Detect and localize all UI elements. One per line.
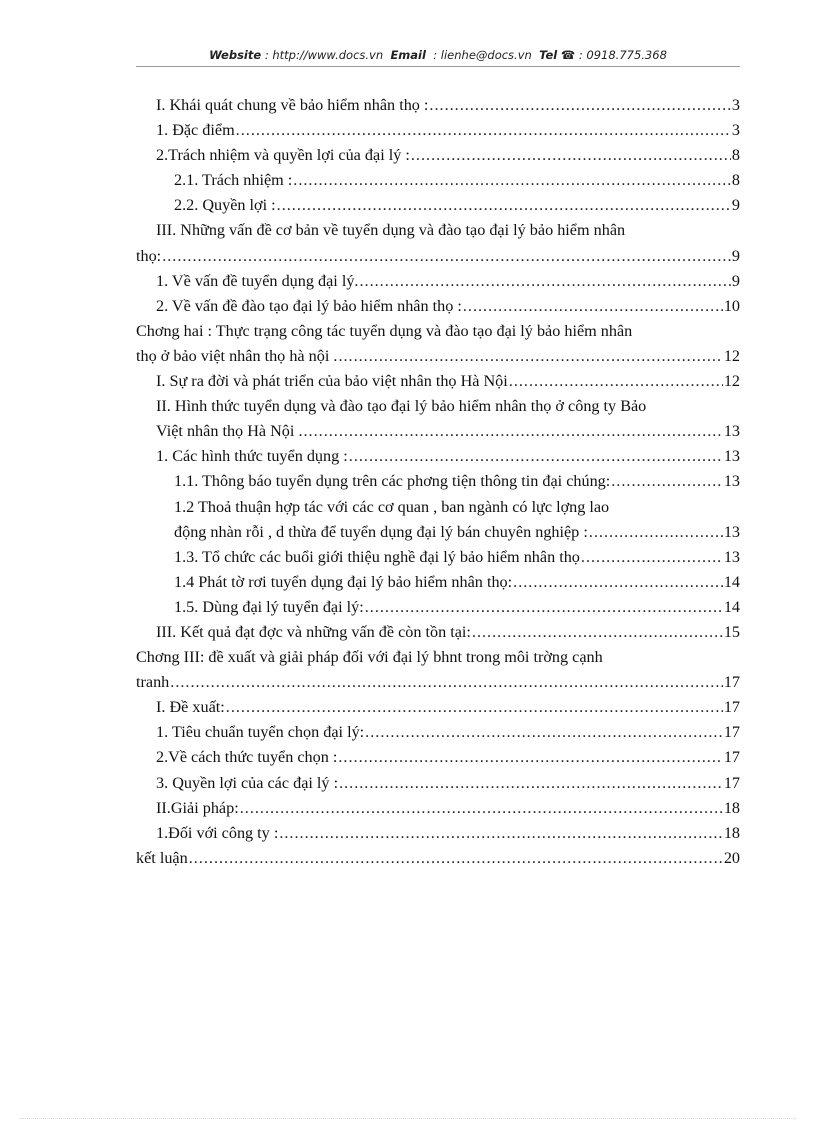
toc-entry-continuation[interactable] — [136, 523, 740, 548]
toc-leader — [411, 146, 731, 165]
toc-leader — [589, 523, 723, 542]
toc-leader — [581, 548, 723, 567]
toc-entry-title: 1.3. Tổ chức các buổi giới thiệu nghề đại lý bảo hiểm nhân thọ — [174, 547, 580, 566]
toc-entry-page: 18 — [723, 798, 740, 817]
toc-entry-title: 1.4 Phát tờ rơi tuyển dụng đại lý bảo hiểm nhân thọ: — [174, 572, 513, 591]
phone-icon: ☎ — [560, 48, 576, 62]
toc-entry[interactable] — [136, 297, 740, 322]
toc-entry-page: 14 — [723, 572, 740, 591]
toc-entry-title: Chơng hai : Thực trạng công tác tuyển dụng và đào tạo đại lý bảo hiểm nhân — [136, 321, 633, 340]
toc-leader — [279, 824, 722, 843]
toc-entry[interactable] — [136, 322, 740, 347]
toc-entry[interactable] — [136, 447, 740, 472]
toc-entry-page: 15 — [723, 622, 740, 641]
toc-entry-page: 9 — [731, 246, 740, 265]
website-label: Website — [209, 48, 262, 62]
email-address[interactable]: : lienhe@docs.vn — [433, 48, 532, 62]
toc-leader — [472, 623, 723, 642]
page-bottom-divider — [20, 1118, 796, 1119]
toc-entry-title: 1. Các hình thức tuyển dụng : — [156, 447, 348, 466]
toc-entry-title: 1. Đặc điểm — [156, 121, 235, 140]
toc-entry-page: 3 — [731, 96, 740, 114]
page-header — [136, 47, 740, 63]
toc-entry-title: thọ ở bảo việt nhân thọ hà nội . — [136, 346, 338, 365]
toc-leader — [226, 698, 723, 717]
toc-entry[interactable] — [136, 573, 740, 598]
toc-entry-page: 12 — [723, 346, 740, 365]
toc-entry[interactable] — [136, 598, 740, 623]
toc-entry-page: 17 — [723, 748, 740, 767]
toc-entry-title: 1. Về vấn đề tuyển dụng đại lý. — [156, 271, 359, 290]
toc-entry-continuation[interactable] — [136, 422, 740, 447]
toc-entry-page: 12 — [723, 372, 740, 391]
toc-entry-page: 20 — [723, 848, 740, 867]
toc-entry-title: Chơng III: đề xuất và giải pháp đối với đại lý bhnt trong môi trờng cạnh — [136, 648, 603, 667]
header-divider — [136, 66, 740, 67]
toc-leader — [338, 748, 722, 767]
toc-entry[interactable] — [136, 698, 740, 723]
toc-entry-title: 2.2. Quyền lợi : — [174, 196, 276, 215]
toc-entry-title: 2.1. Trách nhiệm : — [174, 171, 293, 190]
toc-entry-page: 18 — [723, 823, 740, 842]
website-url[interactable]: : http://www.docs.vn — [264, 48, 384, 62]
toc-entry-continuation[interactable] — [136, 247, 740, 272]
toc-entry[interactable] — [136, 272, 740, 297]
table-of-contents — [136, 96, 740, 874]
toc-entry-page: 14 — [723, 597, 740, 616]
toc-entry-title: động nhàn rỗi , d thừa để tuyển dụng đại lý bán chuyên nghiệp : — [174, 522, 588, 541]
toc-entry-page: 8 — [731, 146, 740, 165]
toc-entry[interactable] — [136, 121, 740, 146]
toc-entry[interactable] — [136, 723, 740, 748]
toc-leader — [162, 247, 731, 266]
toc-entry-page: 17 — [723, 698, 740, 717]
toc-entry-title: 2. Về vấn đề đào tạo đại lý bảo hiểm nhân thọ : — [156, 296, 462, 315]
toc-entry-title: 2.Về cách thức tuyển chọn : — [156, 748, 338, 767]
toc-entry-title: III. Kết quả đạt đợc và những vấn đề còn tồn tại: — [156, 622, 471, 641]
toc-entry-page: 13 — [723, 547, 740, 566]
toc-entry[interactable] — [136, 849, 740, 874]
toc-leader — [611, 472, 723, 491]
toc-entry[interactable] — [136, 221, 740, 246]
toc-leader — [240, 799, 723, 818]
toc-entry[interactable] — [136, 372, 740, 397]
toc-entry-page: 13 — [723, 472, 740, 491]
toc-entry-title: Việt nhân thọ Hà Nội . — [156, 422, 303, 441]
toc-entry[interactable] — [136, 397, 740, 422]
toc-leader — [339, 774, 723, 793]
toc-entry-title: 1.1. Thông báo tuyển dụng trên các phơng tiện thông tin đại chúng: — [174, 472, 611, 491]
toc-leader — [429, 96, 730, 115]
toc-entry-title: thọ: — [136, 246, 162, 265]
toc-entry-page: 13 — [723, 522, 740, 541]
toc-entry-page: 8 — [731, 171, 740, 190]
toc-leader — [513, 573, 723, 592]
toc-entry[interactable] — [136, 196, 740, 221]
toc-entry-page: 17 — [723, 723, 740, 742]
toc-leader — [509, 372, 723, 391]
toc-entry-page: 9 — [731, 271, 740, 290]
toc-leader — [359, 272, 730, 291]
toc-entry[interactable] — [136, 146, 740, 171]
toc-entry[interactable] — [136, 748, 740, 773]
toc-leader — [304, 422, 723, 441]
toc-entry[interactable] — [136, 472, 740, 497]
toc-entry-title: 2.Trách nhiệm và quyền lợi của đại lý : — [156, 146, 410, 165]
toc-entry-title: kết luận — [136, 848, 188, 867]
toc-entry-title: I. Sự ra đời và phát triển của bảo việt nhân thọ Hà Nội — [156, 372, 508, 391]
toc-entry[interactable] — [136, 774, 740, 799]
toc-entry-page: 3 — [731, 121, 740, 140]
toc-leader — [349, 447, 723, 466]
toc-entry-page: 17 — [723, 673, 740, 692]
tel-number: : 0918.775.368 — [578, 48, 667, 62]
toc-entry-title: III. Những vấn đề cơ bản về tuyển dụng và đào tạo đại lý bảo hiểm nhân — [156, 221, 626, 240]
toc-entry[interactable] — [136, 96, 740, 121]
toc-entry[interactable] — [136, 648, 740, 673]
toc-leader — [277, 196, 731, 215]
toc-entry-page: 13 — [723, 447, 740, 466]
toc-entry-title: 1.Đối với công ty : — [156, 823, 279, 842]
toc-entry-page: 9 — [731, 196, 740, 215]
toc-leader — [365, 723, 723, 742]
toc-entry[interactable] — [136, 824, 740, 849]
toc-entry-continuation[interactable] — [136, 673, 740, 698]
toc-entry-title: 3. Quyền lợi của các đại lý : — [156, 773, 339, 792]
toc-entry[interactable] — [136, 171, 740, 196]
toc-leader — [365, 598, 723, 617]
toc-entry[interactable] — [136, 548, 740, 573]
toc-leader — [463, 297, 723, 316]
toc-entry-continuation[interactable] — [136, 347, 740, 372]
toc-entry-title: 1. Tiêu chuẩn tuyển chọn đại lý: — [156, 723, 365, 742]
toc-entry-title: I. Đề xuất: — [156, 698, 225, 717]
toc-leader — [338, 347, 722, 366]
toc-entry-title: I. Khái quát chung về bảo hiểm nhân thọ : — [156, 96, 429, 114]
toc-entry-title: II. Hình thức tuyển dụng và đào tạo đại lý bảo hiểm nhân thọ ở công ty Bảo — [156, 397, 647, 416]
toc-leader — [293, 171, 731, 190]
toc-entry-page: 10 — [723, 296, 740, 315]
toc-entry-title: tranh — [136, 673, 170, 692]
toc-entry[interactable] — [136, 498, 740, 523]
toc-entry-page: 17 — [723, 773, 740, 792]
toc-entry-title: 1.2 Thoả thuận hợp tác với các cơ quan , ban ngành có lực lợng lao — [174, 497, 610, 516]
toc-entry-title: 1.5. Dùng đại lý tuyển đại lý: — [174, 597, 364, 616]
toc-leader — [189, 849, 723, 868]
tel-label: Tel — [539, 48, 558, 62]
toc-entry-page: 13 — [723, 422, 740, 441]
toc-entry-title: II.Giải pháp: — [156, 798, 239, 817]
toc-entry[interactable] — [136, 799, 740, 824]
email-label: Email — [390, 48, 426, 62]
toc-leader — [236, 121, 731, 140]
toc-entry[interactable] — [136, 623, 740, 648]
toc-leader — [170, 673, 723, 692]
